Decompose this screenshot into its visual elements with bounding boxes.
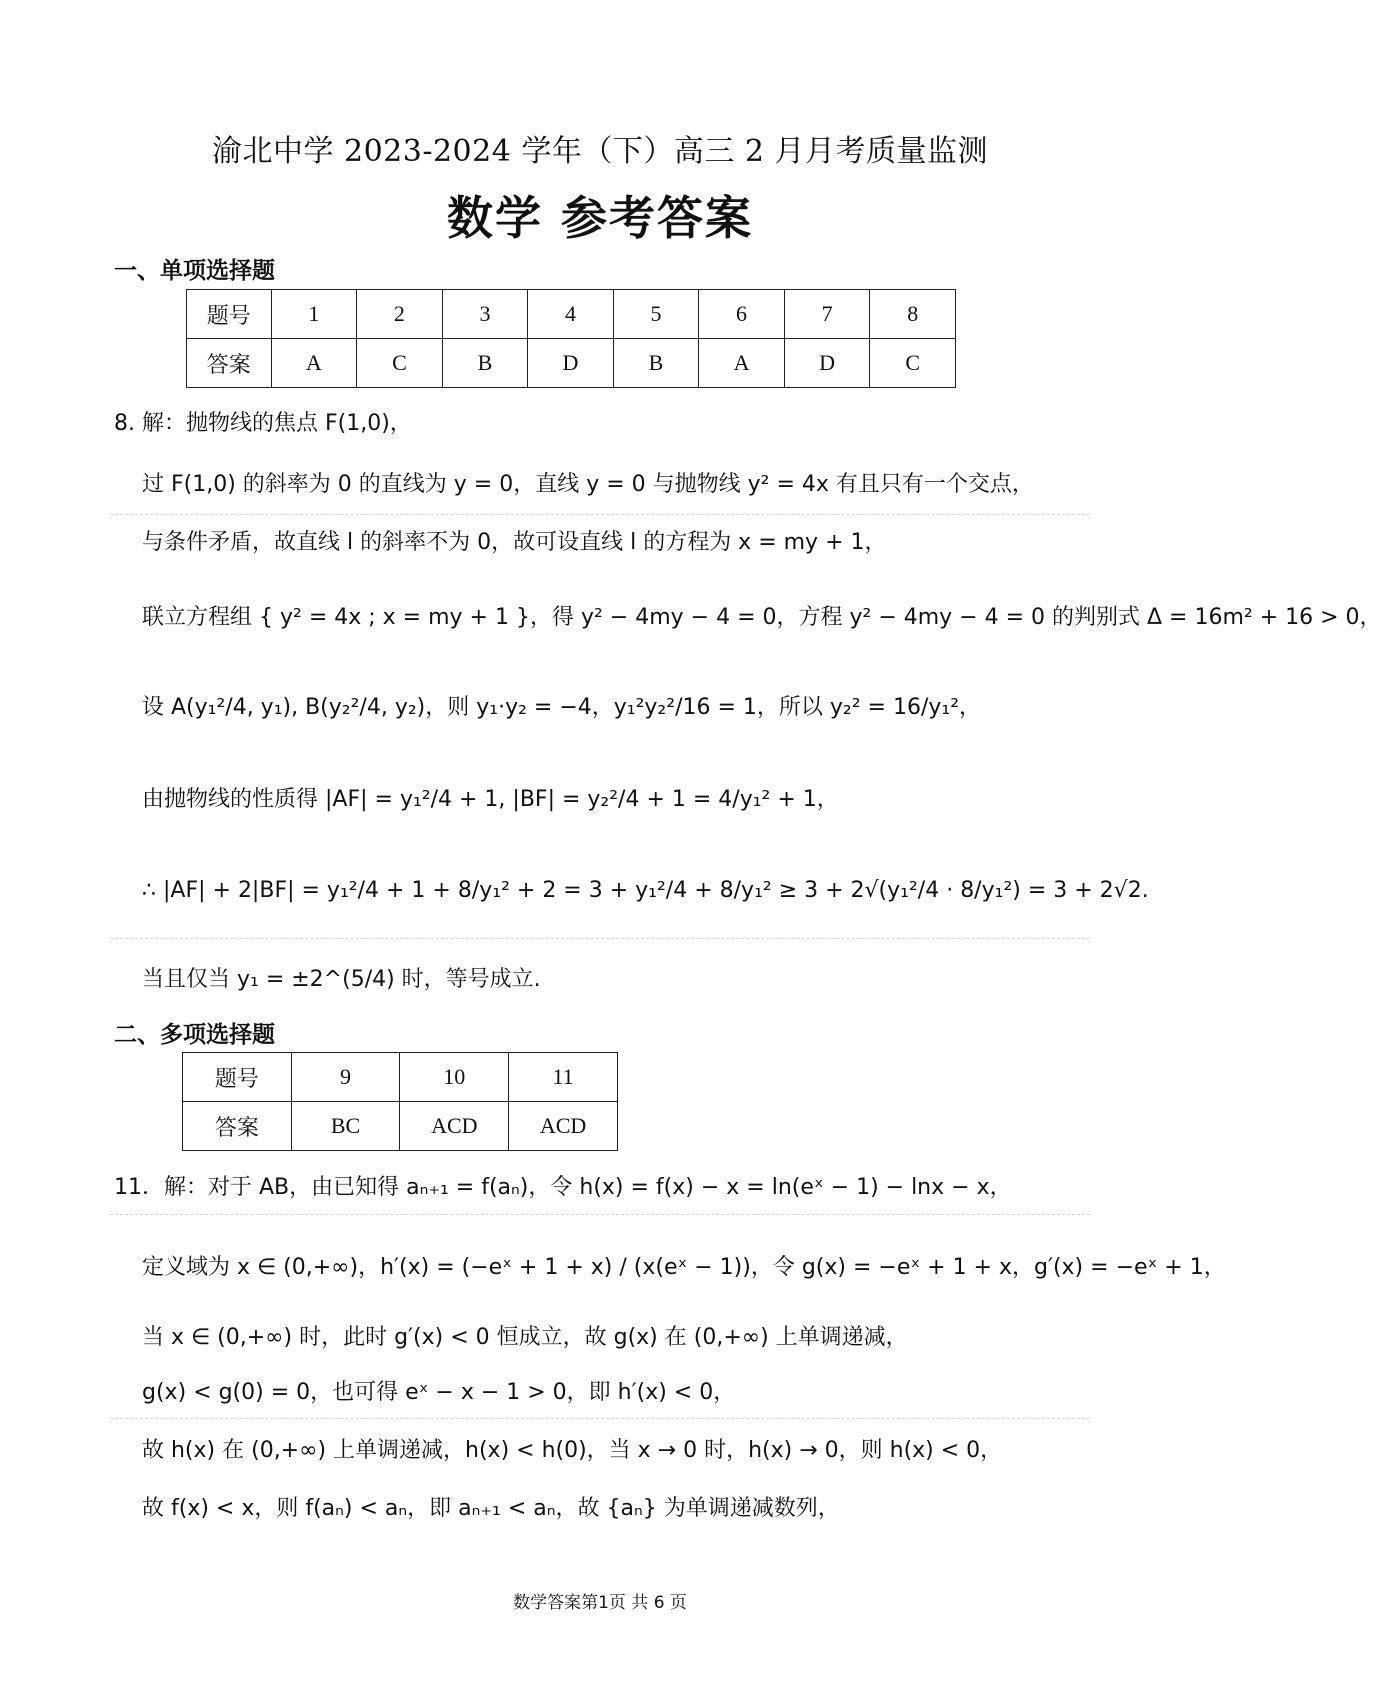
- solution-line: 8. 解：抛物线的焦点 F(1,0)，: [114, 411, 412, 436]
- solution-line: 当 x ∈ (0,+∞) 时，此时 g′(x) < 0 恒成立，故 g(x) 在 (0,+∞) 上单调递减，: [142, 1325, 908, 1350]
- divider: [110, 514, 1090, 515]
- subject-title: 数学 参考答案: [446, 191, 753, 245]
- solution-line: 与条件矛盾，故直线 l 的斜率不为 0，故可设直线 l 的方程为 x = my + 1，: [142, 530, 887, 555]
- row-label-number: 题号: [187, 290, 272, 339]
- table-row: [183, 1053, 618, 1102]
- solution-line: ∴ |AF| + 2|BF| = y₁²/4 + 1 + 8/y₁² + 2 = 3 + y₁²/4 + 8/y₁² ≥ 3 + 2√(y₁²/4 · 8/y₁²) = 3 + 2√2.: [142, 878, 1149, 903]
- question-number: 7: [784, 290, 870, 339]
- solution-line: 由抛物线的性质得 |AF| = y₁²/4 + 1, |BF| = y₂²/4 + 1 = 4/y₁² + 1，: [142, 787, 839, 812]
- question-number: 4: [528, 290, 614, 339]
- table-row: [187, 339, 956, 388]
- answer-cell: D: [784, 339, 870, 388]
- question-number: 10: [400, 1053, 509, 1102]
- answer-cell: B: [442, 339, 528, 388]
- table-row: [187, 290, 956, 339]
- answer-cell: A: [271, 339, 357, 388]
- answer-cell: BC: [291, 1102, 400, 1151]
- answer-cell: D: [528, 339, 614, 388]
- question-number: 8: [870, 290, 956, 339]
- divider: [110, 1214, 1090, 1215]
- section1-heading: 一、单项选择题: [114, 258, 275, 284]
- question-number: 9: [291, 1053, 400, 1102]
- answer-cell: A: [699, 339, 785, 388]
- answer-cell: C: [870, 339, 956, 388]
- divider: [110, 938, 1090, 939]
- row-label-number: 题号: [183, 1053, 292, 1102]
- question-number: 1: [271, 290, 357, 339]
- answer-cell: ACD: [400, 1102, 509, 1151]
- exam-title: 渝北中学 2023-2024 学年（下）高三 2 月月考质量监测: [211, 134, 989, 169]
- row-label-answer: 答案: [187, 339, 272, 388]
- solution-line: 设 A(y₁²/4, y₁), B(y₂²/4, y₂)，则 y₁·y₂ = −4，y₁²y₂²/16 = 1，所以 y₂² = 16/y₁²，: [142, 695, 982, 720]
- answer-cell: C: [357, 339, 443, 388]
- solution-line: 过 F(1,0) 的斜率为 0 的直线为 y = 0，直线 y = 0 与抛物线 y² = 4x 有且只有一个交点，: [142, 472, 1034, 497]
- single-choice-answer-table: [186, 289, 956, 388]
- solution-line: g(x) < g(0) = 0，也可得 eˣ − x − 1 > 0，即 h′(x) < 0，: [142, 1380, 736, 1405]
- solution-line: 定义域为 x ∈ (0,+∞)，h′(x) = (−eˣ + 1 + x) / (x(eˣ − 1))，令 g(x) = −eˣ + 1 + x，g′(x) = −eˣ + 1，: [142, 1255, 1226, 1280]
- question-number: 11: [509, 1053, 618, 1102]
- page-footer: 数学答案第1页 共 6 页: [513, 1593, 687, 1613]
- question-number: 2: [357, 290, 443, 339]
- solution-line: 11．解：对于 AB，由已知得 aₙ₊₁ = f(aₙ)，令 h(x) = f(x) − x = ln(eˣ − 1) − lnx − x，: [114, 1175, 1012, 1200]
- divider: [110, 1418, 1090, 1419]
- question-number: 6: [699, 290, 785, 339]
- solution-line: 联立方程组 { y² = 4x ; x = my + 1 }，得 y² − 4my − 4 = 0，方程 y² − 4my − 4 = 0 的判别式 Δ = 16m² + 16 > 0，: [142, 605, 1382, 630]
- table-row: [183, 1102, 618, 1151]
- row-label-answer: 答案: [183, 1102, 292, 1151]
- section2-heading: 二、多项选择题: [114, 1022, 275, 1048]
- question-number: 3: [442, 290, 528, 339]
- solution-line: 故 h(x) 在 (0,+∞) 上单调递减，h(x) < h(0)，当 x → 0 时，h(x) → 0，则 h(x) < 0，: [142, 1438, 1003, 1463]
- solution-line: 当且仅当 y₁ = ±2^(5/4) 时，等号成立.: [142, 967, 541, 992]
- answer-cell: ACD: [509, 1102, 618, 1151]
- answer-cell: B: [613, 339, 699, 388]
- solution-line: 故 f(x) < x，则 f(aₙ) < aₙ，即 aₙ₊₁ < aₙ，故 {aₙ} 为单调递减数列，: [142, 1496, 840, 1521]
- multi-choice-answer-table: [182, 1052, 618, 1151]
- question-number: 5: [613, 290, 699, 339]
